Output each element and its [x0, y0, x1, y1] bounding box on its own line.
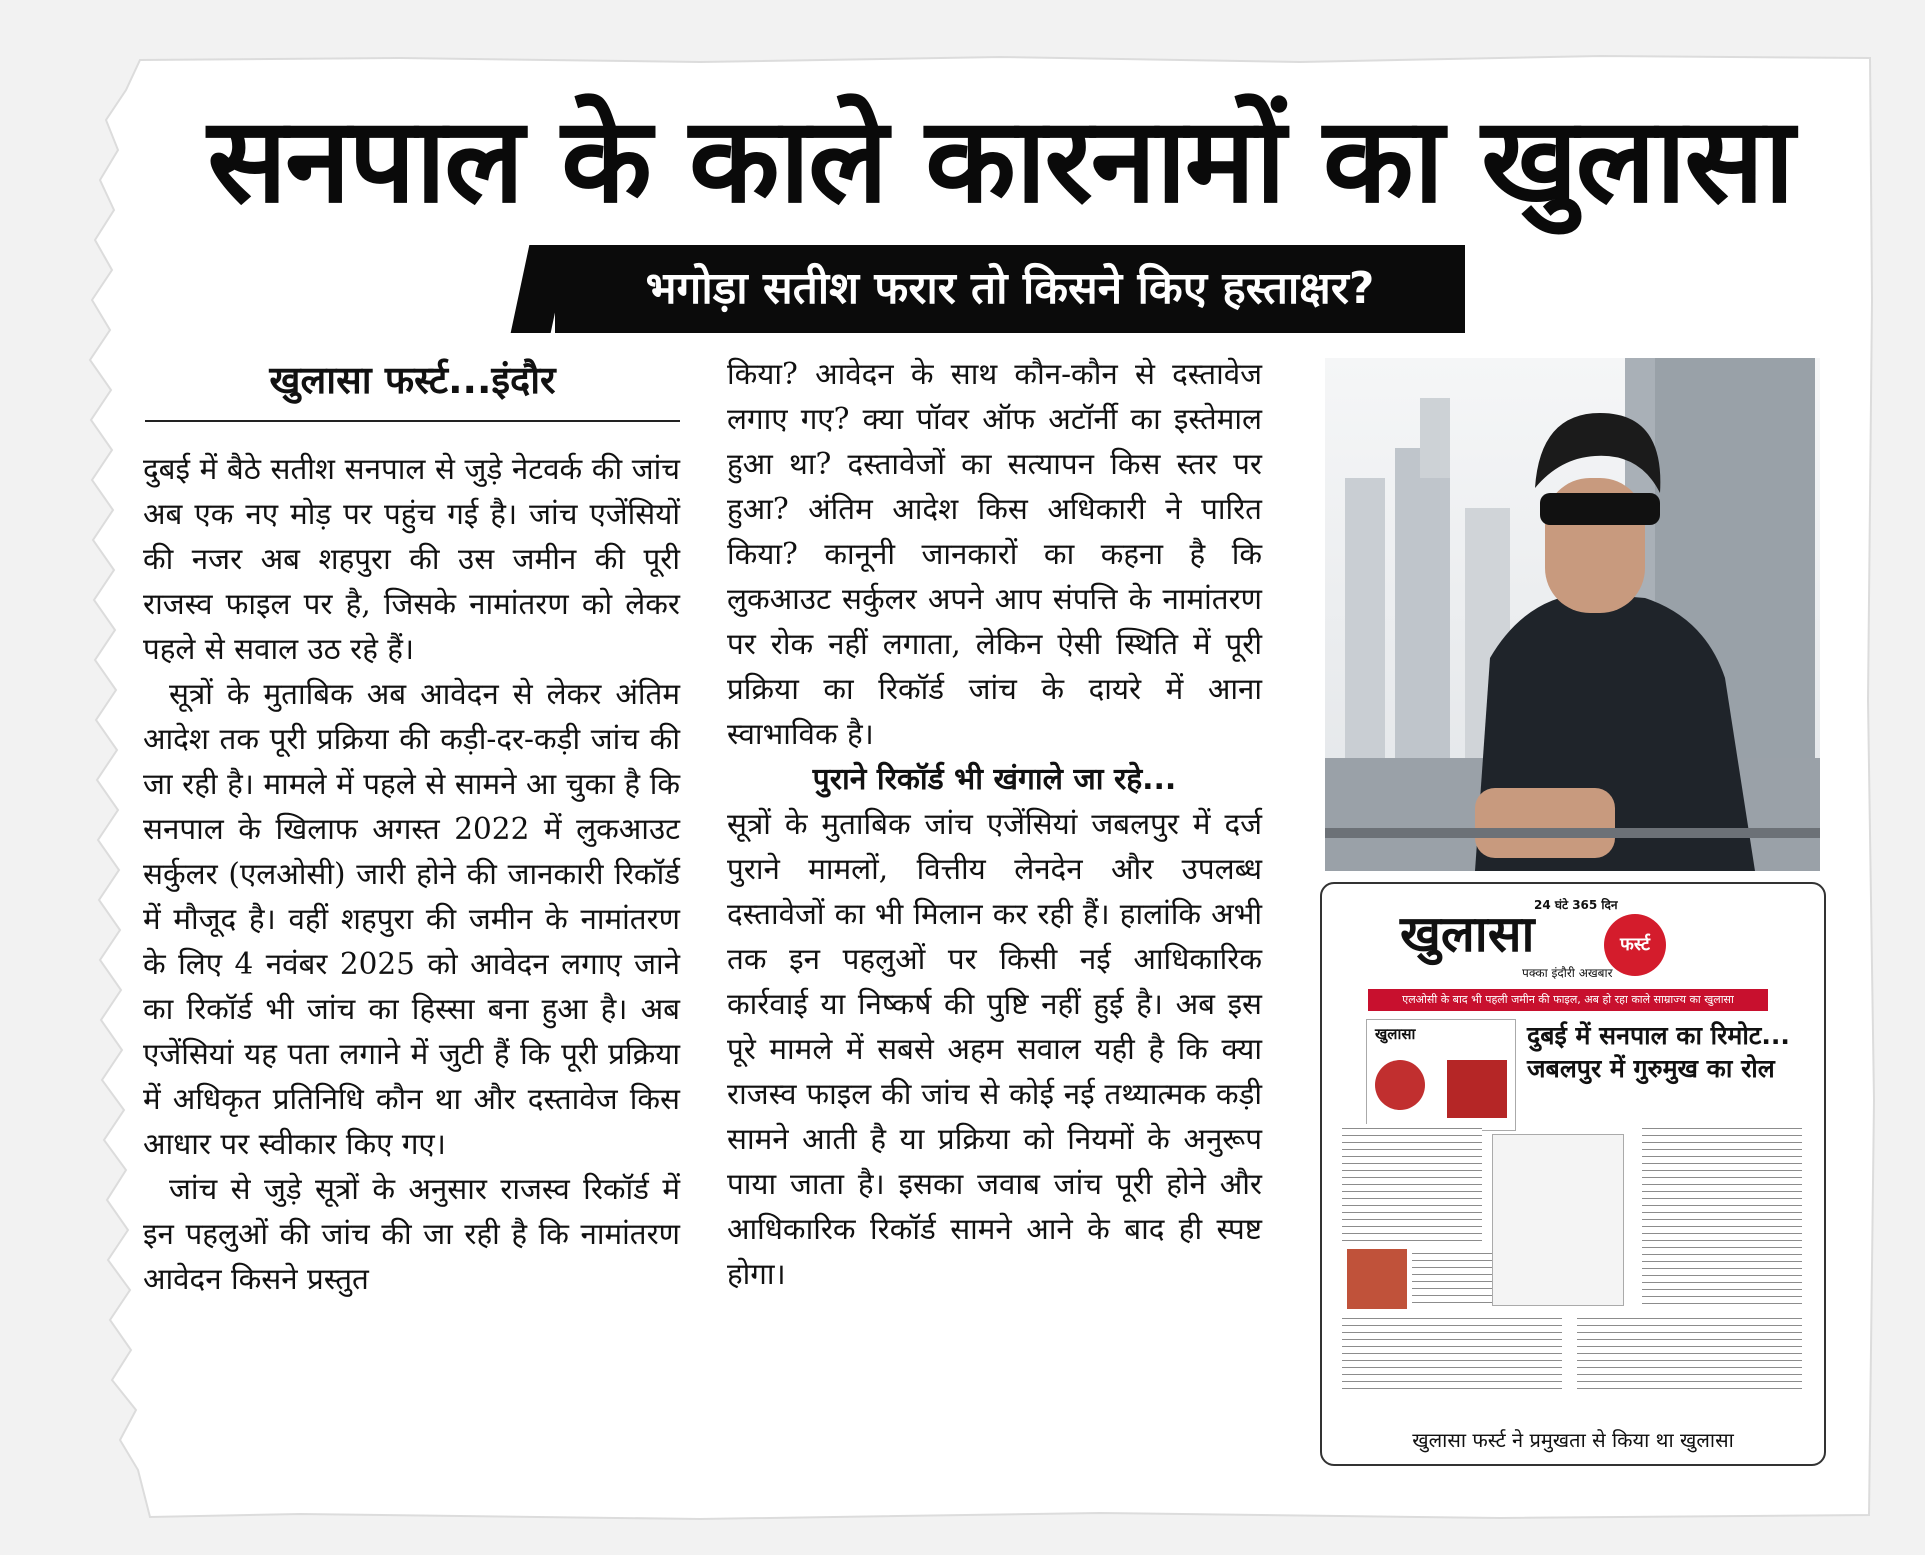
- inset-text-block: [1577, 1314, 1802, 1394]
- article-column-1: [143, 447, 680, 1302]
- inset-thumbnail: [1366, 1019, 1516, 1131]
- inset-logo-subtitle: पक्का इंदौरी अखबार: [1522, 966, 1613, 980]
- inset-text-block: [1412, 1249, 1492, 1309]
- inset-caption: खुलासा फर्स्ट ने प्रमुखता से किया था खुलासा: [1412, 1428, 1734, 1452]
- inset-badge: 24 घंटे 365 दिन: [1534, 898, 1618, 912]
- inset-portrait: [1347, 1249, 1407, 1309]
- inset-body-text: [1342, 1124, 1802, 1399]
- inset-logo-tag: फर्स्ट: [1604, 914, 1666, 976]
- inset-text-block: [1342, 1124, 1482, 1244]
- man-with-sunglasses-photo: [1325, 358, 1820, 871]
- headline: सनपाल के काले कारनामों का खुलासा: [207, 91, 1793, 229]
- inset-red-strip: एलओसी के बाद भी पहली जमीन की फाइल, अब हो रहा काले साम्राज्य का खुलासा: [1368, 989, 1768, 1011]
- cricket-ball-graphic: [1375, 1060, 1425, 1110]
- paragraph: सूत्रों के मुताबिक अब आवेदन से लेकर अंतिम आदेश तक पूरी प्रक्रिया की कड़ी-दर-कड़ी जांच की जा रही है। मामले में पहले से सामने आ चुका है कि सनपाल के खिलाफ अगस्त 2022 में लुकआउट सर्कुलर (एलओसी) जारी होने की जानकारी रिकॉर्ड में मौजूद है। वहीं शहपुरा की जमीन के नामांतरण के लिए 4 नवंबर 2025 को आवेदन लगाए जाने का रिकॉर्ड भी जांच का हिस्सा बना हुआ है। अब एजेंसियां यह पता लगाने में जुटी हैं कि पूरी प्रक्रिया में अधिकृत प्रतिनिधि कौन था और दस्तावेज किस आधार पर स्वीकार किए गए।: [143, 677, 680, 1161]
- inset-headline: [1527, 1019, 1817, 1085]
- column-subhead: पुराने रिकॉर्ड भी खंगाले जा रहे...: [812, 762, 1177, 797]
- inset-inner-thumbnail: [1492, 1134, 1624, 1306]
- inset-thumbnail-logo: खुलासा: [1375, 1025, 1416, 1043]
- byline: खुलासा फर्स्ट...इंदौर: [269, 358, 556, 402]
- thumbnail-red-block: [1447, 1060, 1507, 1118]
- paragraph: दुबई में बैठे सतीश सनपाल से जुड़े नेटवर्क की जांच अब एक नए मोड़ पर पहुंच गई है। जांच एजेंसियों की नजर अब शहपुरा की उस जमीन की पूरी राजस्व फाइल पर है, जिसके नामांतरण को लेकर पहले से सवाल उठ रहे हैं।: [143, 452, 680, 666]
- paragraph: जांच से जुड़े सूत्रों के अनुसार राजस्व रिकॉर्ड में इन पहलुओं की जांच की जा रही है कि नामांतरण आवेदन किसने प्रस्तुत: [143, 1172, 680, 1296]
- article-column-2: [727, 352, 1262, 1297]
- inset-text-block: [1342, 1314, 1562, 1394]
- previous-edition-inset: [1320, 882, 1826, 1466]
- inset-logo: खुलासा: [1400, 905, 1535, 963]
- inset-text-block: [1642, 1124, 1802, 1304]
- inset-headline-line-2: जबलपुर में गुरुमुख का रोल: [1527, 1054, 1775, 1083]
- byline-rule: [145, 420, 680, 422]
- paragraph: किया? आवेदन के साथ कौन-कौन से दस्तावेज लगाए गए? क्या पॉवर ऑफ अटॉर्नी का इस्तेमाल हुआ था? दस्तावेजों का सत्यापन किस स्तर पर हुआ? अंतिम आदेश किस अधिकारी ने पारित किया? कानूनी जानकारों का कहना है कि लुकआउट सर्कुलर अपने आप संपत्ति के नामांतरण पर रोक नहीं लगाता, लेकिन ऐसी स्थिति में पूरी प्रक्रिया का रिकॉर्ड जांच के दायरे में आना स्वाभाविक है।: [727, 357, 1262, 751]
- news-photo: [1325, 358, 1820, 871]
- subheadline: भगोड़ा सतीश फरार तो किसने किए हस्ताक्षर?: [555, 245, 1465, 333]
- paragraph: सूत्रों के मुताबिक जांच एजेंसियां जबलपुर में दर्ज पुराने मामलों, वित्तीय लेनदेन और उपलब्ध दस्तावेजों का भी मिलान कर रही हैं। हालांकि अभी तक इन पहलुओं पर किसी नई आधिकारिक कार्रवाई या निष्कर्ष की पुष्टि नहीं हुई है। अब इस पूरे मामले में सबसे अहम सवाल यही है कि क्या राजस्व फाइल की जांच से कोई नई तथ्यात्मक कड़ी सामने आती है या प्रक्रिया को नियमों के अनुरूप पाया जाता है। इसका जवाब जांच पूरी होने और आधिकारिक रिकॉर्ड सामने आने के बाद ही स्पष्ट होगा।: [727, 807, 1262, 1291]
- inset-headline-line-1: दुबई में सनपाल का रिमोट...: [1527, 1021, 1790, 1050]
